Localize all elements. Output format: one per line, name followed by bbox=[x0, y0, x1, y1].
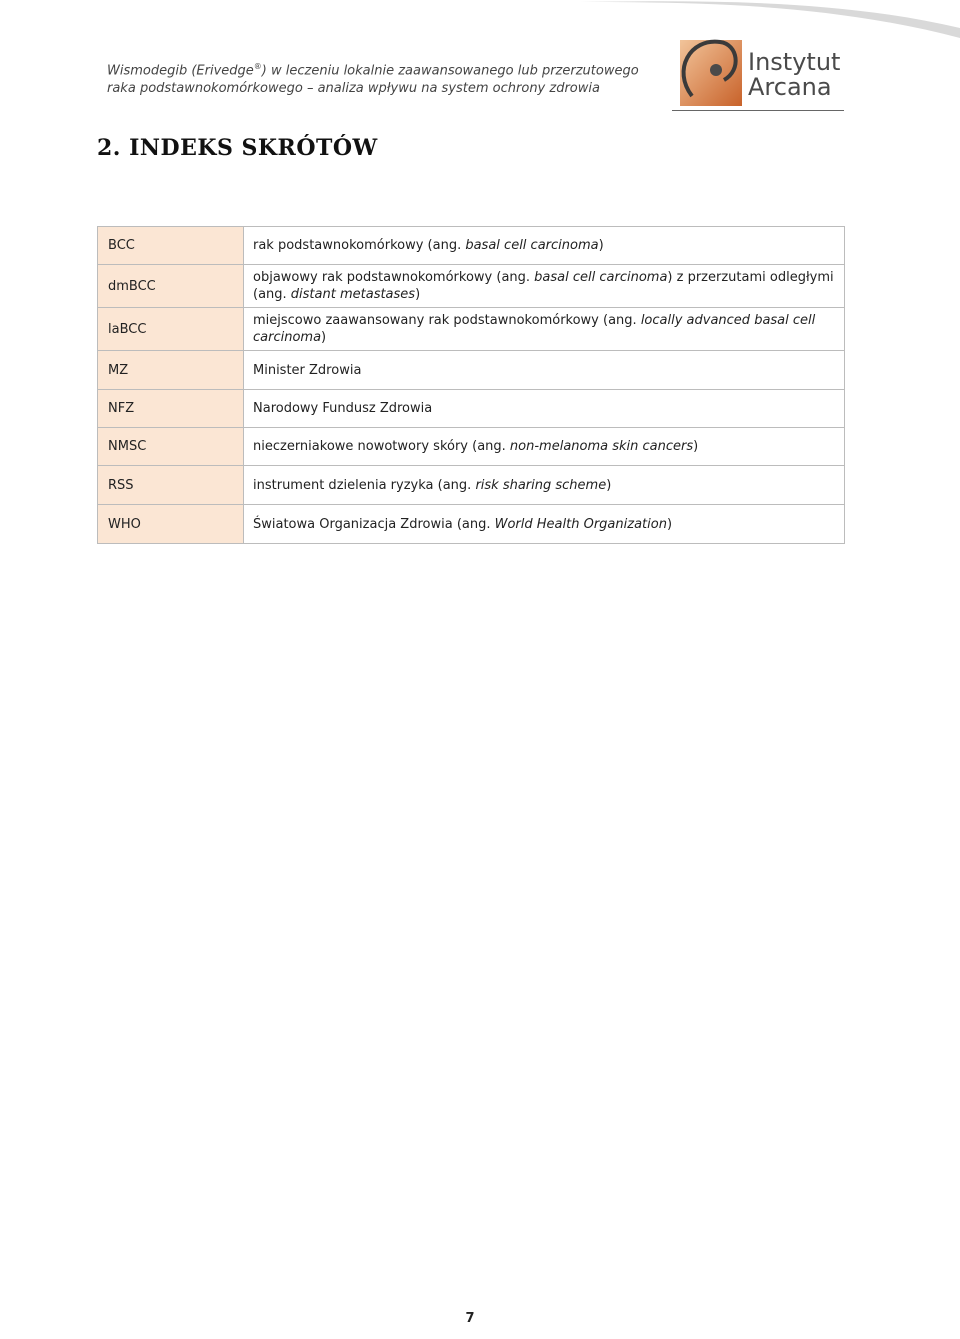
abbreviation-cell: WHO bbox=[98, 505, 244, 544]
definition-cell: nieczerniakowe nowotwory skóry (ang. non-melanoma skin cancers) bbox=[244, 428, 845, 466]
abbreviations-table bbox=[97, 226, 845, 544]
abbreviation-cell: laBCC bbox=[98, 308, 244, 351]
table-row bbox=[98, 351, 845, 390]
abbreviation-cell: MZ bbox=[98, 351, 244, 390]
logo-line-1: Instytut bbox=[748, 48, 841, 76]
abbreviation-cell: RSS bbox=[98, 466, 244, 505]
page-number: 7 bbox=[465, 1311, 475, 1326]
table-row bbox=[98, 390, 845, 428]
abbreviation-cell: dmBCC bbox=[98, 265, 244, 308]
definition-cell: instrument dzielenia ryzyka (ang. risk sharing scheme) bbox=[244, 466, 845, 505]
definition-cell: Minister Zdrowia bbox=[244, 351, 845, 390]
table-row bbox=[98, 227, 845, 265]
header-line-2: raka podstawnokomórkowego – analiza wpływu na system ochrony zdrowia bbox=[107, 81, 600, 97]
definition-cell: Narodowy Fundusz Zdrowia bbox=[244, 390, 845, 428]
document-header bbox=[107, 58, 667, 98]
definition-cell: objawowy rak podstawnokomórkowy (ang. basal cell carcinoma) z przerzutami odległymi (ang. distant metastases) bbox=[244, 265, 845, 308]
header-line-1: Wismodegib (Erivedge®) w leczeniu lokalnie zaawansowanego lub przerzutowego bbox=[107, 62, 639, 79]
abbreviation-cell: NMSC bbox=[98, 428, 244, 466]
section-title: 2. INDEKS SKRÓTÓW bbox=[97, 135, 378, 161]
header-rule bbox=[672, 110, 844, 111]
abbreviation-cell: NFZ bbox=[98, 390, 244, 428]
abbreviation-cell: BCC bbox=[98, 227, 244, 265]
table-row bbox=[98, 265, 845, 308]
table-row bbox=[98, 466, 845, 505]
definition-cell: miejscowo zaawansowany rak podstawnokomórkowy (ang. locally advanced basal cell carcinoma) bbox=[244, 308, 845, 351]
definition-cell: Światowa Organizacja Zdrowia (ang. World Health Organization) bbox=[244, 505, 845, 544]
table-row bbox=[98, 308, 845, 351]
table-row bbox=[98, 428, 845, 466]
definition-cell: rak podstawnokomórkowy (ang. basal cell carcinoma) bbox=[244, 227, 845, 265]
table-row bbox=[98, 505, 845, 544]
logo-line-2: Arcana bbox=[748, 73, 832, 101]
